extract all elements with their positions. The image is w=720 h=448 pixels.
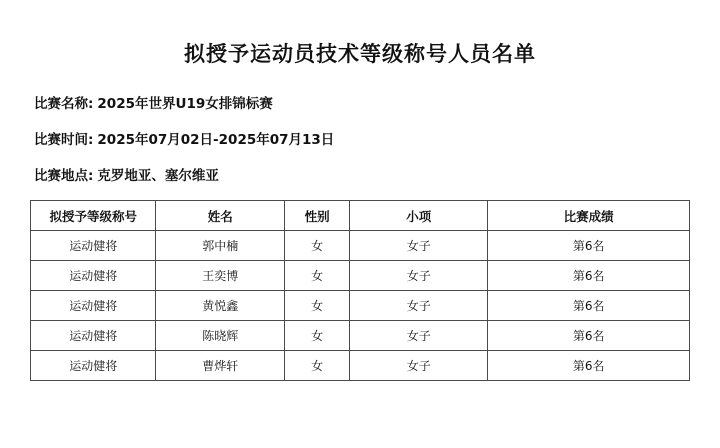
table-row — [31, 291, 690, 321]
cell-name: 郭中楠 — [156, 231, 285, 261]
cell-result: 第6名 — [488, 231, 690, 261]
meta-value: 2025年世界U19女排锦标赛 — [97, 96, 273, 112]
cell-event: 女子 — [350, 351, 488, 381]
meta-label: 比赛时间: — [34, 132, 94, 148]
athlete-list-table-wrapper — [28, 200, 692, 381]
cell-title: 运动健将 — [31, 351, 156, 381]
cell-title: 运动健将 — [31, 261, 156, 291]
column-header-name: 姓名 — [156, 201, 285, 231]
column-header-title: 拟授予等级称号 — [31, 201, 156, 231]
cell-event: 女子 — [350, 321, 488, 351]
cell-event: 女子 — [350, 261, 488, 291]
column-header-event: 小项 — [350, 201, 488, 231]
meta-value: 克罗地亚、塞尔维亚 — [97, 168, 219, 184]
meta-row-competition-date — [34, 128, 692, 148]
cell-name: 曹烨轩 — [156, 351, 285, 381]
meta-label: 比赛名称: — [34, 96, 94, 112]
table-row — [31, 321, 690, 351]
cell-title: 运动健将 — [31, 291, 156, 321]
cell-result: 第6名 — [488, 321, 690, 351]
cell-event: 女子 — [350, 291, 488, 321]
table-header-row — [31, 201, 690, 231]
cell-gender: 女 — [285, 231, 350, 261]
table-head — [31, 201, 690, 231]
table-row — [31, 231, 690, 261]
cell-event: 女子 — [350, 231, 488, 261]
cell-gender: 女 — [285, 261, 350, 291]
cell-result: 第6名 — [488, 351, 690, 381]
meta-row-competition-name — [34, 92, 692, 112]
cell-gender: 女 — [285, 291, 350, 321]
cell-title: 运动健将 — [31, 321, 156, 351]
meta-row-competition-location — [34, 164, 692, 184]
cell-gender: 女 — [285, 351, 350, 381]
column-header-gender: 性别 — [285, 201, 350, 231]
cell-result: 第6名 — [488, 291, 690, 321]
cell-title: 运动健将 — [31, 231, 156, 261]
column-header-result: 比赛成绩 — [488, 201, 690, 231]
cell-name: 王奕博 — [156, 261, 285, 291]
cell-result: 第6名 — [488, 261, 690, 291]
document-page — [0, 38, 720, 448]
table-row — [31, 261, 690, 291]
table-row — [31, 351, 690, 381]
meta-label: 比赛地点: — [34, 168, 94, 184]
cell-gender: 女 — [285, 321, 350, 351]
cell-name: 黄悦鑫 — [156, 291, 285, 321]
meta-value: 2025年07月02日-2025年07月13日 — [97, 132, 335, 148]
athlete-list-table — [30, 200, 690, 381]
page-title: 拟授予运动员技术等级称号人员名单 — [184, 42, 536, 66]
table-body — [31, 231, 690, 381]
cell-name: 陈晓辉 — [156, 321, 285, 351]
